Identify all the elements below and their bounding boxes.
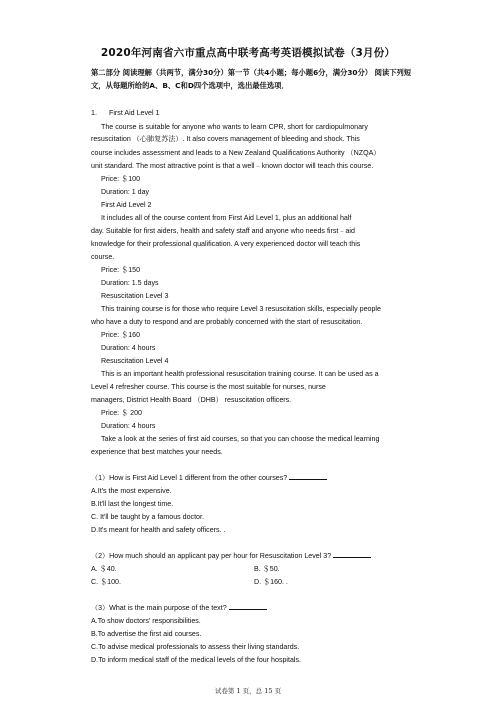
passage-line: who have a duty to respond and are probably concerned with the start of resuscitation. (91, 318, 363, 326)
passage-line: Resuscitation Level 4 (101, 357, 169, 365)
passage-line: course includes assessment and leads to a New Zealand Qualifications Authority （NZQA） (91, 149, 381, 157)
question-stem-text: （1）How is First Aid Level 1 different from the other courses? (91, 474, 288, 482)
passage-line: Take a look at the series of first aid courses, so that you can choose the medical learning (101, 435, 380, 443)
question-option[interactable]: D.To inform medical staff of the medical levels of the four hospitals. (91, 656, 302, 664)
page-footer: 试卷第 1 页，总 15 页 (214, 687, 282, 695)
section-instructions: 第二部分 阅读理解（共两节，满分30分）第一节（共4小题；每小题6分，满分30分） 阅读下列短文，从每题所给的A、B、C和D四个选项中，选出最佳选项． (91, 68, 412, 90)
passage-line: Price: ＄160 (101, 331, 141, 339)
question-stem-text: （3）What is the main purpose of the text? (91, 604, 227, 612)
passage-line: course. (91, 253, 115, 261)
question-1-stem (91, 472, 327, 483)
passage-line: Duration: 1.5 days (101, 279, 159, 287)
passage-line: First Aid Level 2 (101, 201, 152, 209)
passage-line: Duration: 4 hours (101, 422, 156, 430)
passage-line: Duration: 1 day (101, 188, 150, 196)
question-option[interactable]: D.It's meant for health and safety officers. . (91, 526, 226, 534)
passage-line: unit standard. The most attractive point is that a well﹣known doctor will teach this course. (91, 162, 374, 170)
passage-line: This training course is for those who require Level 3 resuscitation skills, especially people (101, 305, 381, 313)
question-option[interactable]: D. ＄160. . (254, 578, 288, 586)
passage-line: Resuscitation Level 3 (101, 292, 169, 300)
question-option[interactable]: B. ＄50. (254, 565, 280, 573)
passage-number: 1. (91, 109, 97, 117)
passage-line: Price: ＄100 (101, 175, 141, 183)
exam-title: 2020年河南省六市重点高中联考高考英语模拟试卷（3月份） (100, 47, 396, 59)
question-option[interactable]: A.It's the most expensive. (91, 487, 172, 495)
question-option[interactable]: C. ＄100. (91, 578, 121, 586)
passage-line: Level 4 refresher course. This course is the most suitable for nurses, nurse (91, 383, 326, 391)
passage-line: resuscitation （心肺复苏法）. It also covers management of bleeding and shock. This (91, 135, 360, 143)
question-option[interactable]: A.To show doctors' responsibilities. (91, 617, 201, 625)
question-option[interactable]: C. It'll be taught by a famous doctor. (91, 513, 204, 521)
passage-line: First Aid Level 1 (109, 109, 160, 117)
answer-blank[interactable] (333, 550, 371, 558)
question-option[interactable]: C.To advise medical professionals to assess their living standards. (91, 643, 300, 651)
passage-line: Duration: 4 hours (101, 344, 156, 352)
passage-line: experience that best matches your needs. (91, 448, 223, 456)
question-2-stem (91, 550, 371, 561)
question-stem-text: （2）How much should an applicant pay per hour for Resuscitation Level 3? (91, 552, 332, 560)
answer-blank[interactable] (289, 472, 327, 480)
passage-line: managers, District Health Board （DHB） resuscitation officers. (91, 396, 292, 404)
passage-line: It includes all of the course content from First Aid Level 1, plus an additional half (101, 214, 352, 222)
passage-line: The course is suitable for anyone who wants to learn CPR, short for cardiopulmonary (101, 123, 368, 131)
passage-line: knowledge for their professional qualification. A very experienced doctor will teach this (91, 240, 361, 248)
passage-line: Price: ＄ 200 (101, 409, 143, 417)
question-option[interactable]: B.It'll last the longest time. (91, 500, 174, 508)
passage-line: Price: ＄150 (101, 266, 141, 274)
passage-line: day. Suitable for first aiders, health and safety staff and anyone who needs first﹣aid (91, 227, 355, 235)
passage-line: This is an important health professional resuscitation training course. It can be used as a (101, 370, 379, 378)
question-option[interactable]: A. ＄40. (91, 565, 117, 573)
question-option[interactable]: B.To advertise the first aid courses. (91, 630, 202, 638)
answer-blank[interactable] (229, 602, 267, 610)
question-3-stem (91, 602, 267, 613)
